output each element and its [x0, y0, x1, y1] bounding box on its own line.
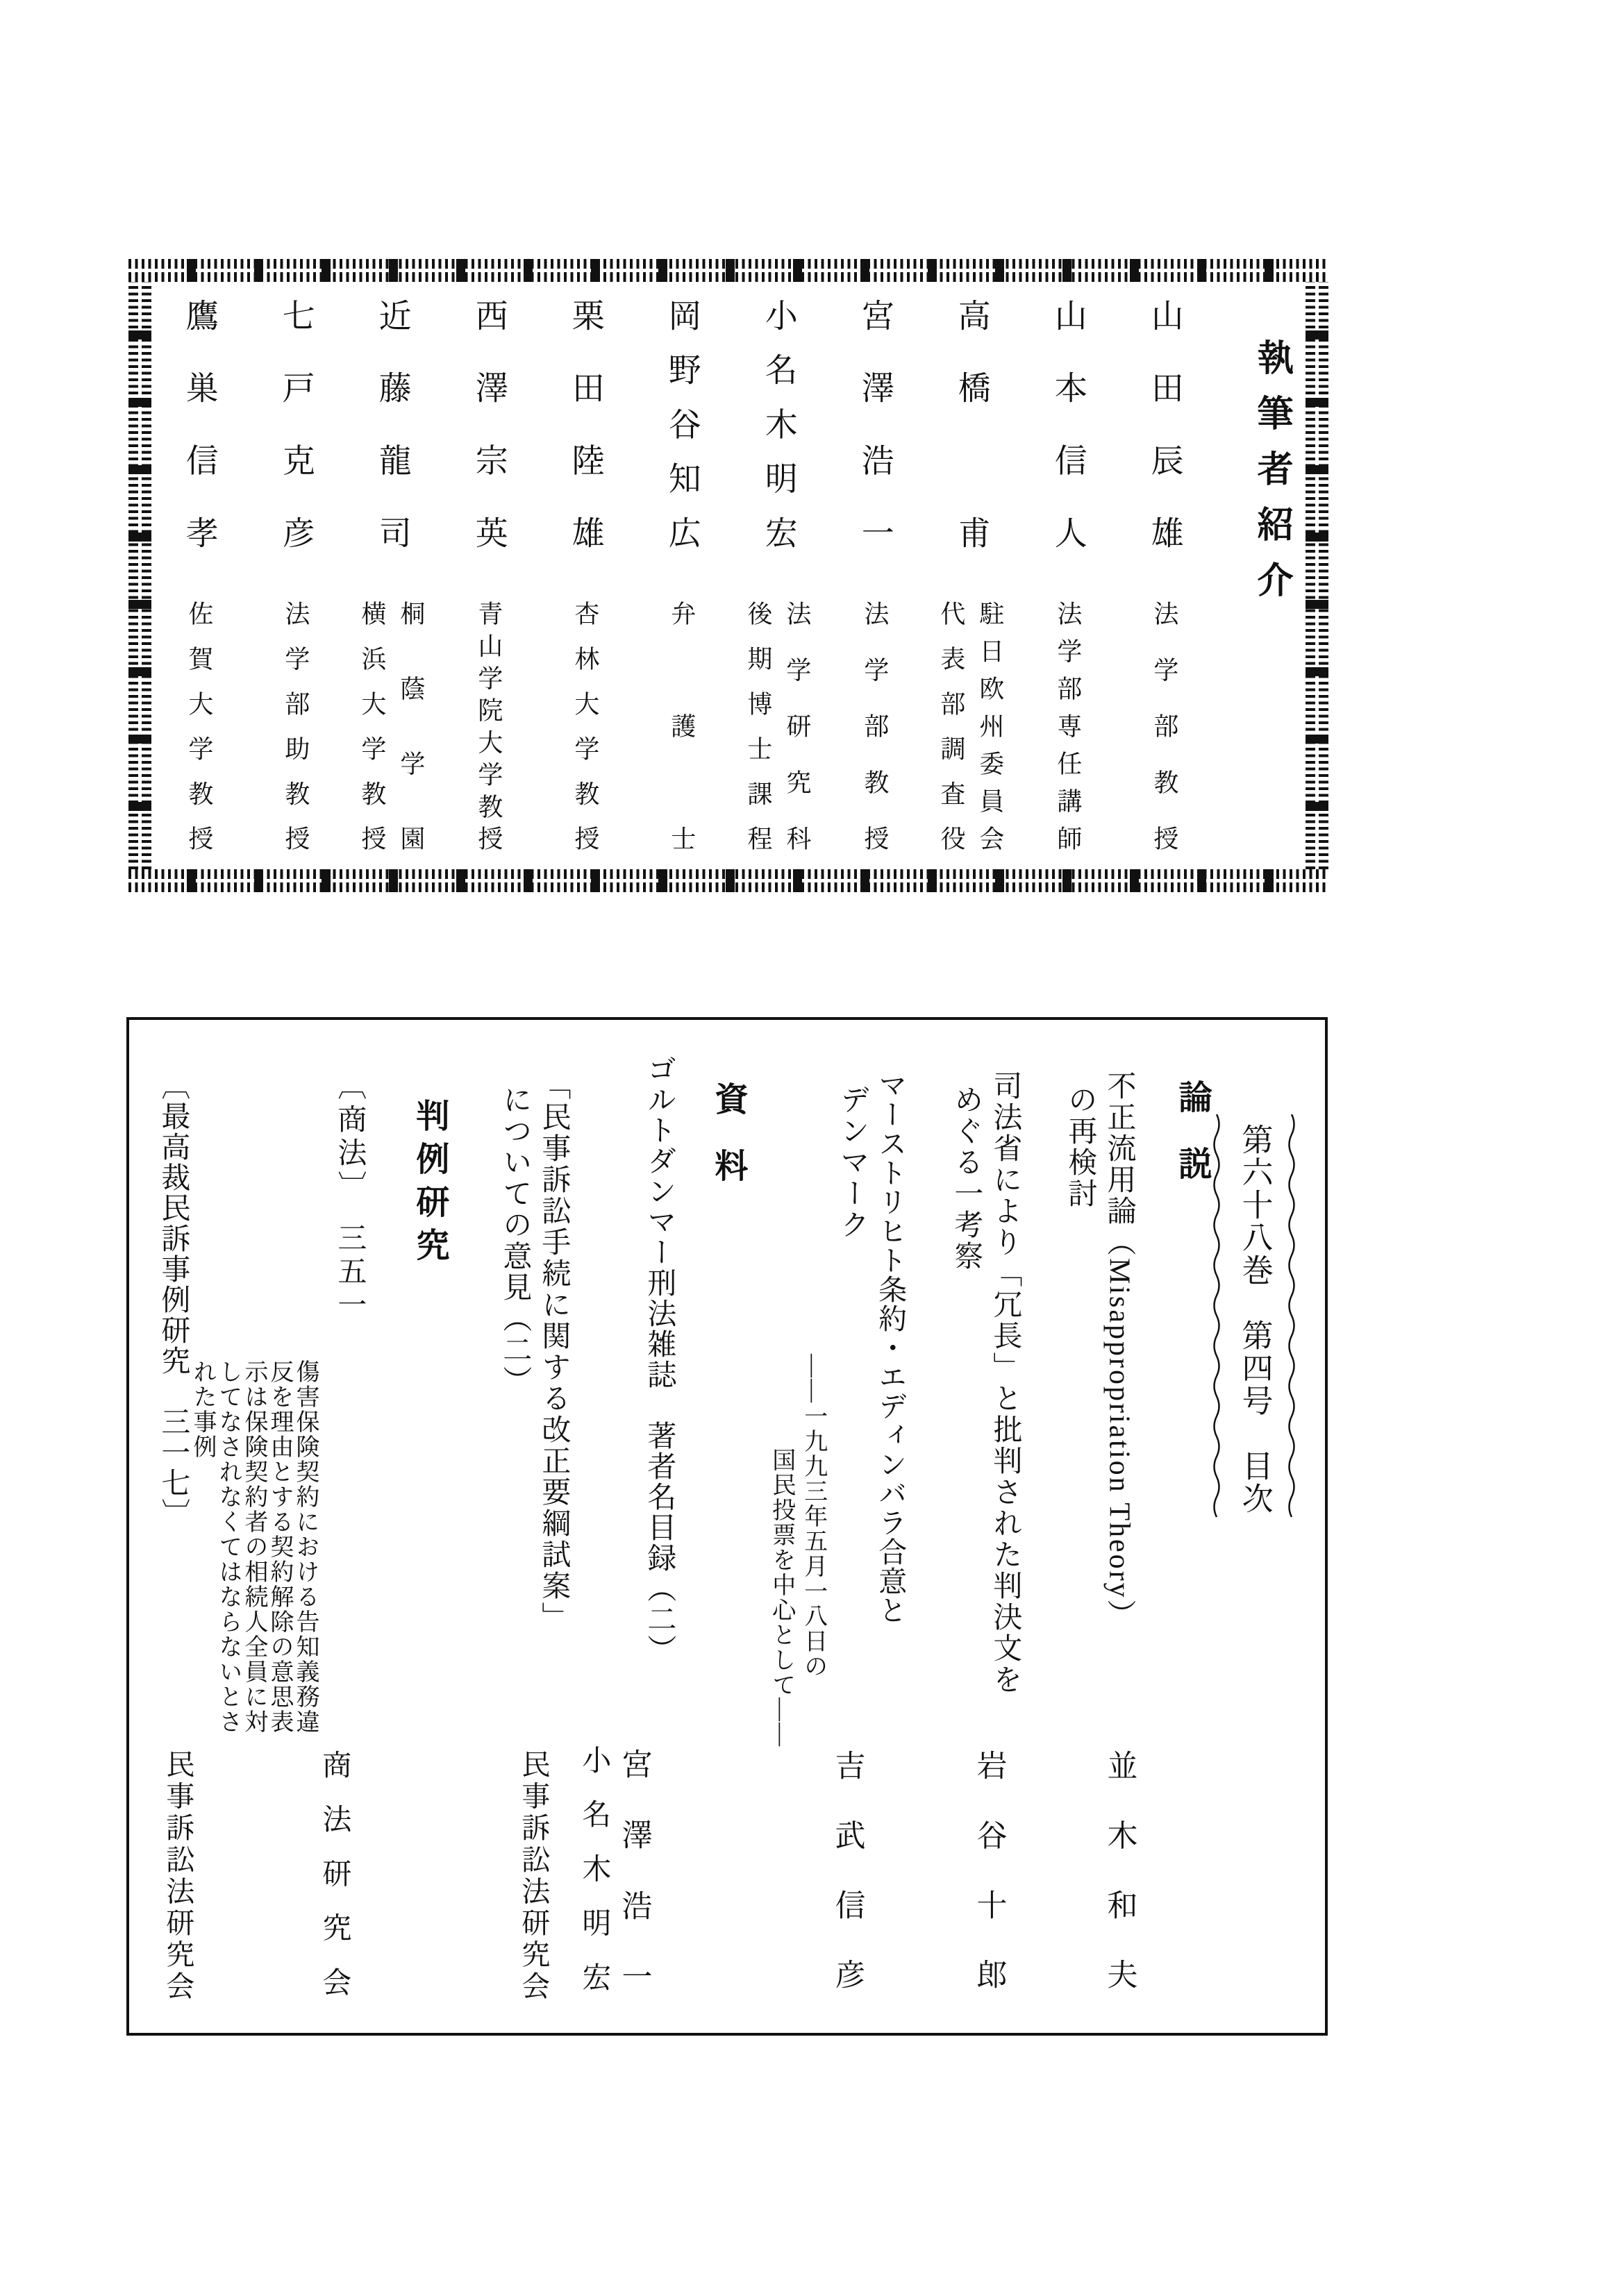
toc-article-title-line: 司法省により「冗長」と批判された判決文を — [989, 1071, 1021, 1695]
toc-article-author: 商法研究会 — [318, 1750, 351, 1996]
contributor-affiliation: 弁護士 — [667, 601, 696, 850]
contributor-affiliation: 佐賀大学教授 — [185, 601, 213, 850]
toc-article-author: 並木和夫 — [1102, 1750, 1137, 1989]
toc-case-summary-line: してなされなくてはならないとさ — [215, 1359, 242, 1734]
toc-article-title-line: 不正流用論（Misappropriation Theory） — [1103, 1071, 1135, 1631]
toc-article-subtitle-line: ——一九九三年五月一八日の — [800, 1354, 826, 1679]
contributors-title: 執筆者紹介 — [1251, 339, 1292, 597]
contributor-name: 宮澤浩一 — [856, 299, 893, 548]
ornament-border-left — [128, 282, 151, 869]
contributor-affiliation: 後期博士課程 — [744, 601, 772, 850]
contributor-name: 山本信人 — [1049, 299, 1086, 548]
contributor-affiliation: 代表部調査役 — [937, 601, 965, 850]
toc-article-author: 小名木明宏 — [578, 1745, 610, 1991]
toc-article-title-line: マーストリヒト条約・エディンバラ合意と — [874, 1071, 907, 1625]
toc-case-summary-line: 傷害保険契約における告知義務違 — [292, 1359, 319, 1734]
toc-article-title-line: 〔最高裁民訴事例研究 三一七〕 — [157, 1071, 190, 1529]
toc-article-author: 民事訴訟法研究会 — [162, 1750, 194, 2000]
contributor-affiliation: 杏林大学教授 — [571, 601, 599, 850]
contributor-name: 栗田陸雄 — [567, 299, 603, 548]
toc-section-ronsetsu: 論 説 — [1173, 1080, 1210, 1180]
contributor-affiliation: 法学部教授 — [1150, 601, 1178, 850]
wavy-rule-left — [1212, 1114, 1221, 1520]
ornament-border-bottom — [128, 869, 1328, 892]
toc-volume-title: 第六十八巻 第四号 目次 — [1237, 1123, 1272, 1515]
toc-case-summary-line: れた事例 — [190, 1359, 216, 1459]
toc-section-shiryo: 資 料 — [709, 1082, 747, 1182]
toc-article-title-line: についての意見（二） — [499, 1084, 531, 1397]
toc-article-title-line: ゴルトダンマー刑法雑誌 著者名目録（二） — [643, 1054, 676, 1665]
contributor-affiliation: 横浜大学教授 — [358, 601, 386, 850]
contributor-name: 山田辰雄 — [1146, 299, 1183, 548]
contributor-affiliation: 法学部助教授 — [281, 601, 310, 850]
toc-section-hanrei: 判例研究 — [410, 1098, 448, 1271]
toc-article-author: 宮澤浩一 — [617, 1748, 651, 1991]
toc-article-title-line: 「民事訴訟手続に関する改正要綱試案」 — [537, 1071, 570, 1633]
contributor-name: 西澤宗英 — [470, 299, 507, 548]
toc-article-author: 岩谷十郎 — [971, 1750, 1006, 1989]
toc-case-summary-line: 反を理由とする契約解除の意思表 — [267, 1359, 293, 1734]
contributor-affiliation: 法学部教授 — [860, 601, 889, 850]
toc-article-title-line: めぐる一考察 — [950, 1084, 983, 1272]
toc-case-summary-line: 示は保険契約者の相続人全員に対 — [241, 1359, 267, 1734]
contributor-name: 岡野谷知広 — [663, 299, 700, 548]
contributor-name: 鷹巣信孝 — [181, 299, 217, 548]
toc-article-author: 民事訴訟法研究会 — [517, 1750, 550, 2000]
contributor-name: 小名木明宏 — [760, 299, 797, 548]
contributor-affiliation: 法学部専任講師 — [1053, 601, 1082, 850]
toc-article-title-line: 〔商法〕 三五一 — [333, 1071, 366, 1323]
contributor-affiliation: 駐日欧州委員会 — [976, 601, 1004, 850]
contributor-affiliation: 法学研究科 — [783, 601, 811, 850]
toc-article-title-line: デンマーク — [836, 1084, 869, 1241]
toc-article-title-line: の再検討 — [1064, 1084, 1096, 1209]
contributor-name: 七戸克彦 — [277, 299, 314, 548]
contributor-name: 近藤龍司 — [374, 299, 410, 548]
contributor-name: 高橋 甫 — [953, 299, 990, 548]
contributor-affiliation: 青山学院大学教授 — [474, 601, 503, 850]
toc-article-author: 吉武信彦 — [830, 1750, 865, 1989]
toc-article-subtitle-line: 国民投票を中心として—— — [768, 1448, 794, 1748]
wavy-rule-right — [1287, 1114, 1296, 1520]
ornament-border-right — [1306, 282, 1328, 869]
ornament-border-top — [128, 259, 1328, 282]
contributor-affiliation: 桐蔭学園 — [397, 601, 425, 850]
